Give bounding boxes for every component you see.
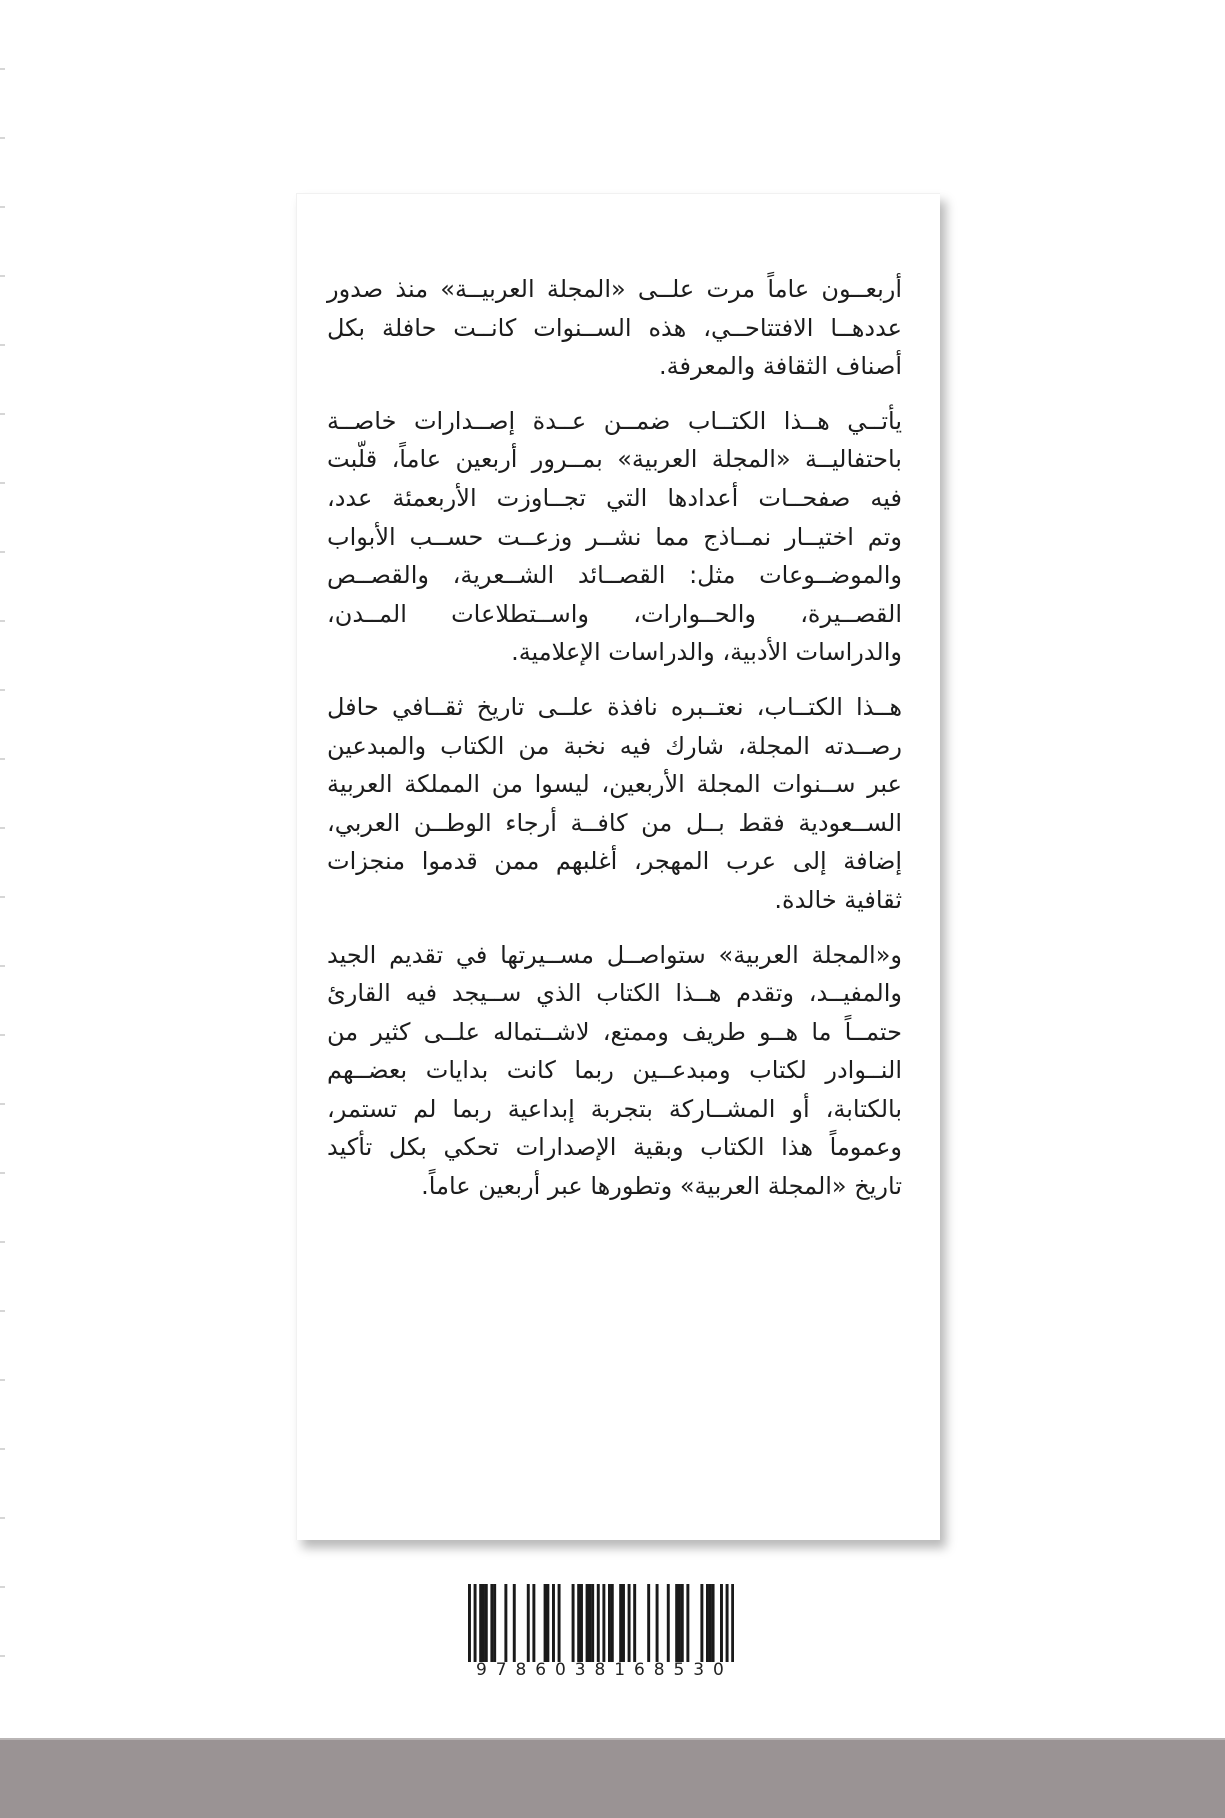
barcode-bar: [667, 1584, 670, 1662]
barcode-bar: [633, 1584, 636, 1662]
barcode-bar: [588, 1584, 591, 1662]
barcode-bar: [591, 1584, 594, 1662]
blurb-card: [296, 193, 940, 1540]
barcode-bar: [597, 1584, 600, 1662]
edge-tick: [0, 551, 5, 553]
blurb-line: الســعودية فقط بــل من كافــة أرجاء الوطــن العربي،: [327, 808, 902, 837]
barcode-bar: [678, 1584, 681, 1662]
edge-tick: [0, 137, 5, 139]
isbn-number: [466, 1660, 736, 1680]
isbn-digit: 8: [515, 1660, 529, 1680]
blurb-paragraph: [327, 688, 902, 920]
barcode-bar: [700, 1584, 703, 1662]
barcode-bar: [608, 1584, 611, 1662]
barcode-bar: [628, 1584, 631, 1662]
barcode-bar: [513, 1584, 516, 1662]
isbn-digit: 8: [594, 1660, 608, 1680]
barcode-bar: [527, 1584, 530, 1662]
blurb-paragraph: [327, 270, 902, 386]
blurb-paragraph: [327, 402, 902, 672]
blurb-line: والموضــوعات مثل: القصــائد الشــعرية، والقصــص: [327, 561, 902, 590]
isbn-digit: 3: [574, 1660, 588, 1680]
barcode-bar: [580, 1584, 583, 1662]
barcode-bar: [474, 1584, 477, 1662]
blurb-line: أربعــون عاماً مرت علــى «المجلة العربيــة» منذ صدور: [327, 275, 902, 303]
barcode-bar: [544, 1584, 547, 1662]
edge-tick: [0, 965, 5, 967]
barcode-bar: [619, 1584, 622, 1662]
barcode-bar: [675, 1584, 678, 1662]
barcode-bar: [572, 1584, 575, 1662]
barcode-bar: [726, 1584, 729, 1662]
barcode-bar: [720, 1584, 723, 1662]
barcode-bar: [686, 1584, 689, 1662]
blurb-paragraph: [327, 936, 902, 1206]
blurb-line: النــوادر لكتاب ومبدعــين ربما كانت بدايات بعضــهم: [327, 1056, 902, 1085]
blurb-line: أصناف الثقافة والمعرفة.: [659, 352, 902, 381]
barcode-bar: [622, 1584, 625, 1662]
edge-tick: [0, 1517, 5, 1519]
edge-tick: [0, 1448, 5, 1450]
barcode-bar: [552, 1584, 555, 1662]
edge-tick: [0, 1379, 5, 1381]
edge-tick: [0, 206, 5, 208]
barcode-bar: [482, 1584, 485, 1662]
barcode-bar: [532, 1584, 535, 1662]
barcode-bar: [647, 1584, 650, 1662]
blurb-line: عددهــا الافتتاحــي، هذه الســنوات كانــت حافلة بكل: [327, 313, 902, 342]
blurb-line: بالكتابة، أو المشــاركة بتجربة إبداعية ربما لم تستمر،: [327, 1094, 902, 1123]
barcode-bar: [493, 1584, 496, 1662]
page-edge-ticks: [0, 0, 8, 1738]
isbn-digit: 6: [535, 1660, 549, 1680]
edge-tick: [0, 1034, 5, 1036]
blurb-line: والمفيــد، وتقدم هــذا الكتاب الذي ســيجد فيه القارئ: [327, 979, 902, 1008]
barcode-bar: [656, 1584, 659, 1662]
edge-tick: [0, 344, 5, 346]
barcode-bar: [586, 1584, 589, 1662]
barcode-bar: [490, 1584, 493, 1662]
isbn-digit: 5: [673, 1660, 687, 1680]
edge-tick: [0, 1655, 5, 1657]
barcode-bar: [602, 1584, 605, 1662]
barcode-bar: [706, 1584, 709, 1662]
blurb-line: يأتــي هــذا الكتــاب ضمــن عــدة إصــدارات خاصــة: [327, 406, 902, 435]
barcode-bar: [479, 1584, 482, 1662]
isbn-digit: 7: [495, 1660, 509, 1680]
blurb-line: رصــدته المجلة، شارك فيه نخبة من الكتاب والمبدعين: [327, 731, 902, 760]
isbn-digit: 0: [555, 1660, 568, 1680]
edge-tick: [0, 758, 5, 760]
barcode-bar: [546, 1584, 549, 1662]
blurb-line: والدراسات الأدبية، والدراسات الإعلامية.: [511, 638, 902, 667]
blurb-line: إضافة إلى عرب المهجر، أغلبهم ممن قدموا منجزات: [327, 847, 902, 876]
isbn-digit: 9: [476, 1660, 489, 1680]
edge-tick: [0, 1310, 5, 1312]
barcode-bar: [558, 1584, 561, 1662]
blurb-line: وتم اختيــار نمــاذج مما نشــر وزعــت حســب الأبواب: [327, 522, 902, 551]
edge-tick: [0, 1172, 5, 1174]
edge-tick: [0, 827, 5, 829]
edge-tick: [0, 1241, 5, 1243]
barcode-bar: [468, 1584, 471, 1662]
edge-tick: [0, 413, 5, 415]
isbn-digit: 8: [653, 1660, 667, 1680]
blurb-line: عبر ســنوات المجلة الأربعين، ليسوا من المملكة العربية: [327, 770, 902, 799]
blurb-line: القصــيرة، والحــوارات، واســتطلاعات المــدن،: [327, 599, 902, 628]
barcode-bar: [577, 1584, 580, 1662]
blurb-line: وعموماً هذا الكتاب وبقية الإصدارات تحكي بكل تأكيد: [327, 1133, 902, 1162]
edge-tick: [0, 620, 5, 622]
barcode-bar: [485, 1584, 488, 1662]
blurb-line: ثقافية خالدة.: [774, 885, 902, 914]
blurb-line: تاريخ «المجلة العربية» وتطورها عبر أربعين عاماً.: [421, 1172, 902, 1201]
blurb-line: و«المجلة العربية» ستواصــل مســيرتها في تقديم الجيد: [327, 940, 902, 969]
isbn-digit: 0: [713, 1660, 726, 1680]
barcode-bar: [611, 1584, 614, 1662]
barcode-bar: [709, 1584, 712, 1662]
barcode-bars: [468, 1584, 734, 1662]
bottom-gray-band: [0, 1738, 1225, 1818]
barcode-bar: [712, 1584, 715, 1662]
blurb-line: فيه صفحــات أعدادها التي تجــاوزت الأربعمئة عدد،: [327, 483, 902, 512]
isbn-digit: 1: [614, 1660, 628, 1680]
barcode-bar: [681, 1584, 684, 1662]
edge-tick: [0, 275, 5, 277]
barcode-bar: [731, 1584, 734, 1662]
edge-tick: [0, 68, 5, 70]
isbn-digit: 6: [634, 1660, 647, 1680]
edge-tick: [0, 896, 5, 898]
edge-tick: [0, 1586, 5, 1588]
edge-tick: [0, 689, 5, 691]
isbn-barcode: [466, 1584, 736, 1680]
isbn-digit: 3: [693, 1660, 707, 1680]
blurb-line: باحتفاليــة «المجلة العربية» بمــرور أربعين عاماً، قلّبت: [327, 445, 902, 474]
edge-tick: [0, 482, 5, 484]
edge-tick: [0, 1103, 5, 1105]
blurb-line: حتمــاً ما هــو طريف وممتع، لاشــتماله علــى كثير من: [327, 1017, 902, 1046]
blurb-line: هــذا الكتــاب، نعتــبره نافذة علــى تاريخ ثقــافي حافل: [327, 692, 902, 721]
blurb-text: [327, 270, 902, 1222]
barcode-bar: [504, 1584, 507, 1662]
